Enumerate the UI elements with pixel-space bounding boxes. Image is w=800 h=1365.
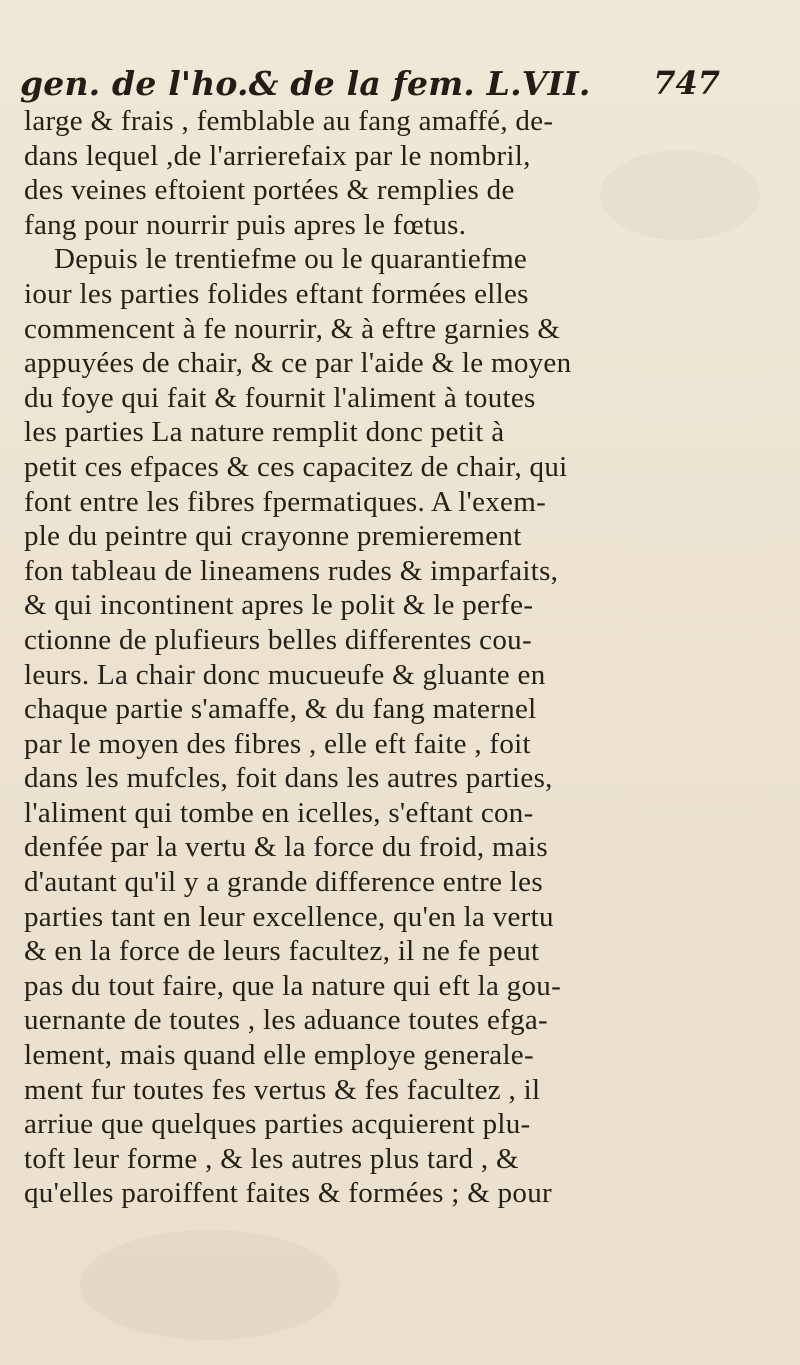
text-line: iour les parties folides eftant formées elles [24, 277, 529, 310]
text-line: Depuis le trentiefme ou le quarantiefme [54, 243, 528, 276]
text-line: les parties La nature remplit donc petit à [24, 416, 505, 449]
text-line: commencent à fe nourrir, & à eftre garnies & [24, 312, 561, 345]
page-number: 747 [653, 64, 720, 102]
running-head: gen. de l'ho.& de la fem. L.VII. [20, 64, 591, 103]
text-line: arriue que quelques parties acquierent plu- [24, 1108, 531, 1141]
text-line: fon tableau de lineamens rudes & imparfaits, [24, 554, 559, 587]
text-line: du foye qui fait & fournit l'aliment à toutes [24, 381, 536, 414]
body-text [24, 104, 784, 1211]
text-line: ctionne de plufieurs belles differentes cou- [24, 623, 532, 656]
text-line: qu'elles paroiffent faites & formées ; & pour [24, 1177, 552, 1210]
text-line: des veines eftoient portées & remplies de [24, 174, 515, 207]
text-line: par le moyen des fibres , elle eft faite , foit [24, 727, 531, 760]
text-line: appuyées de chair, & ce par l'aide & le moyen [24, 347, 572, 380]
text-line: ple du peintre qui crayonne premierement [24, 520, 522, 553]
text-line: & en la force de leurs facultez, il ne fe peut [24, 935, 540, 968]
text-line: denfée par la vertu & la force du froid, mais [24, 831, 549, 864]
text-line: lement, mais quand elle employe generale- [24, 1039, 534, 1072]
paper-stain [80, 1230, 340, 1340]
text-line: dans lequel ,de l'arrierefaix par le nombril, [24, 139, 531, 172]
text-line: & qui incontinent apres le polit & le perfe- [24, 589, 534, 622]
text-line: ment fur toutes fes vertus & fes facultez , il [24, 1073, 541, 1106]
text-line: d'autant qu'il y a grande difference entre les [24, 866, 543, 899]
text-line: l'aliment qui tombe en icelles, s'eftant con- [24, 796, 534, 829]
text-line: uernante de toutes , les aduance toutes efga- [24, 1004, 549, 1037]
text-line: fang pour nourrir puis apres le fœtus. [24, 208, 467, 241]
text-line: leurs. La chair donc mucueufe & gluante en [24, 658, 546, 691]
text-line: dans les mufcles, foit dans les autres parties, [24, 762, 553, 795]
text-line: parties tant en leur excellence, qu'en la vertu [24, 900, 554, 933]
text-line: font entre les fibres fpermatiques. A l'exem- [24, 485, 547, 518]
text-line: chaque partie s'amaffe, & du fang maternel [24, 693, 537, 726]
text-line: petit ces efpaces & ces capacitez de chair, qui [24, 450, 568, 483]
text-line: toft leur forme , & les autres plus tard , & [24, 1142, 519, 1175]
text-line: pas du tout faire, que la nature qui eft la gou- [24, 969, 562, 1002]
text-line: large & frais , femblable au fang amaffé, de- [24, 105, 554, 137]
page-header [20, 64, 740, 104]
